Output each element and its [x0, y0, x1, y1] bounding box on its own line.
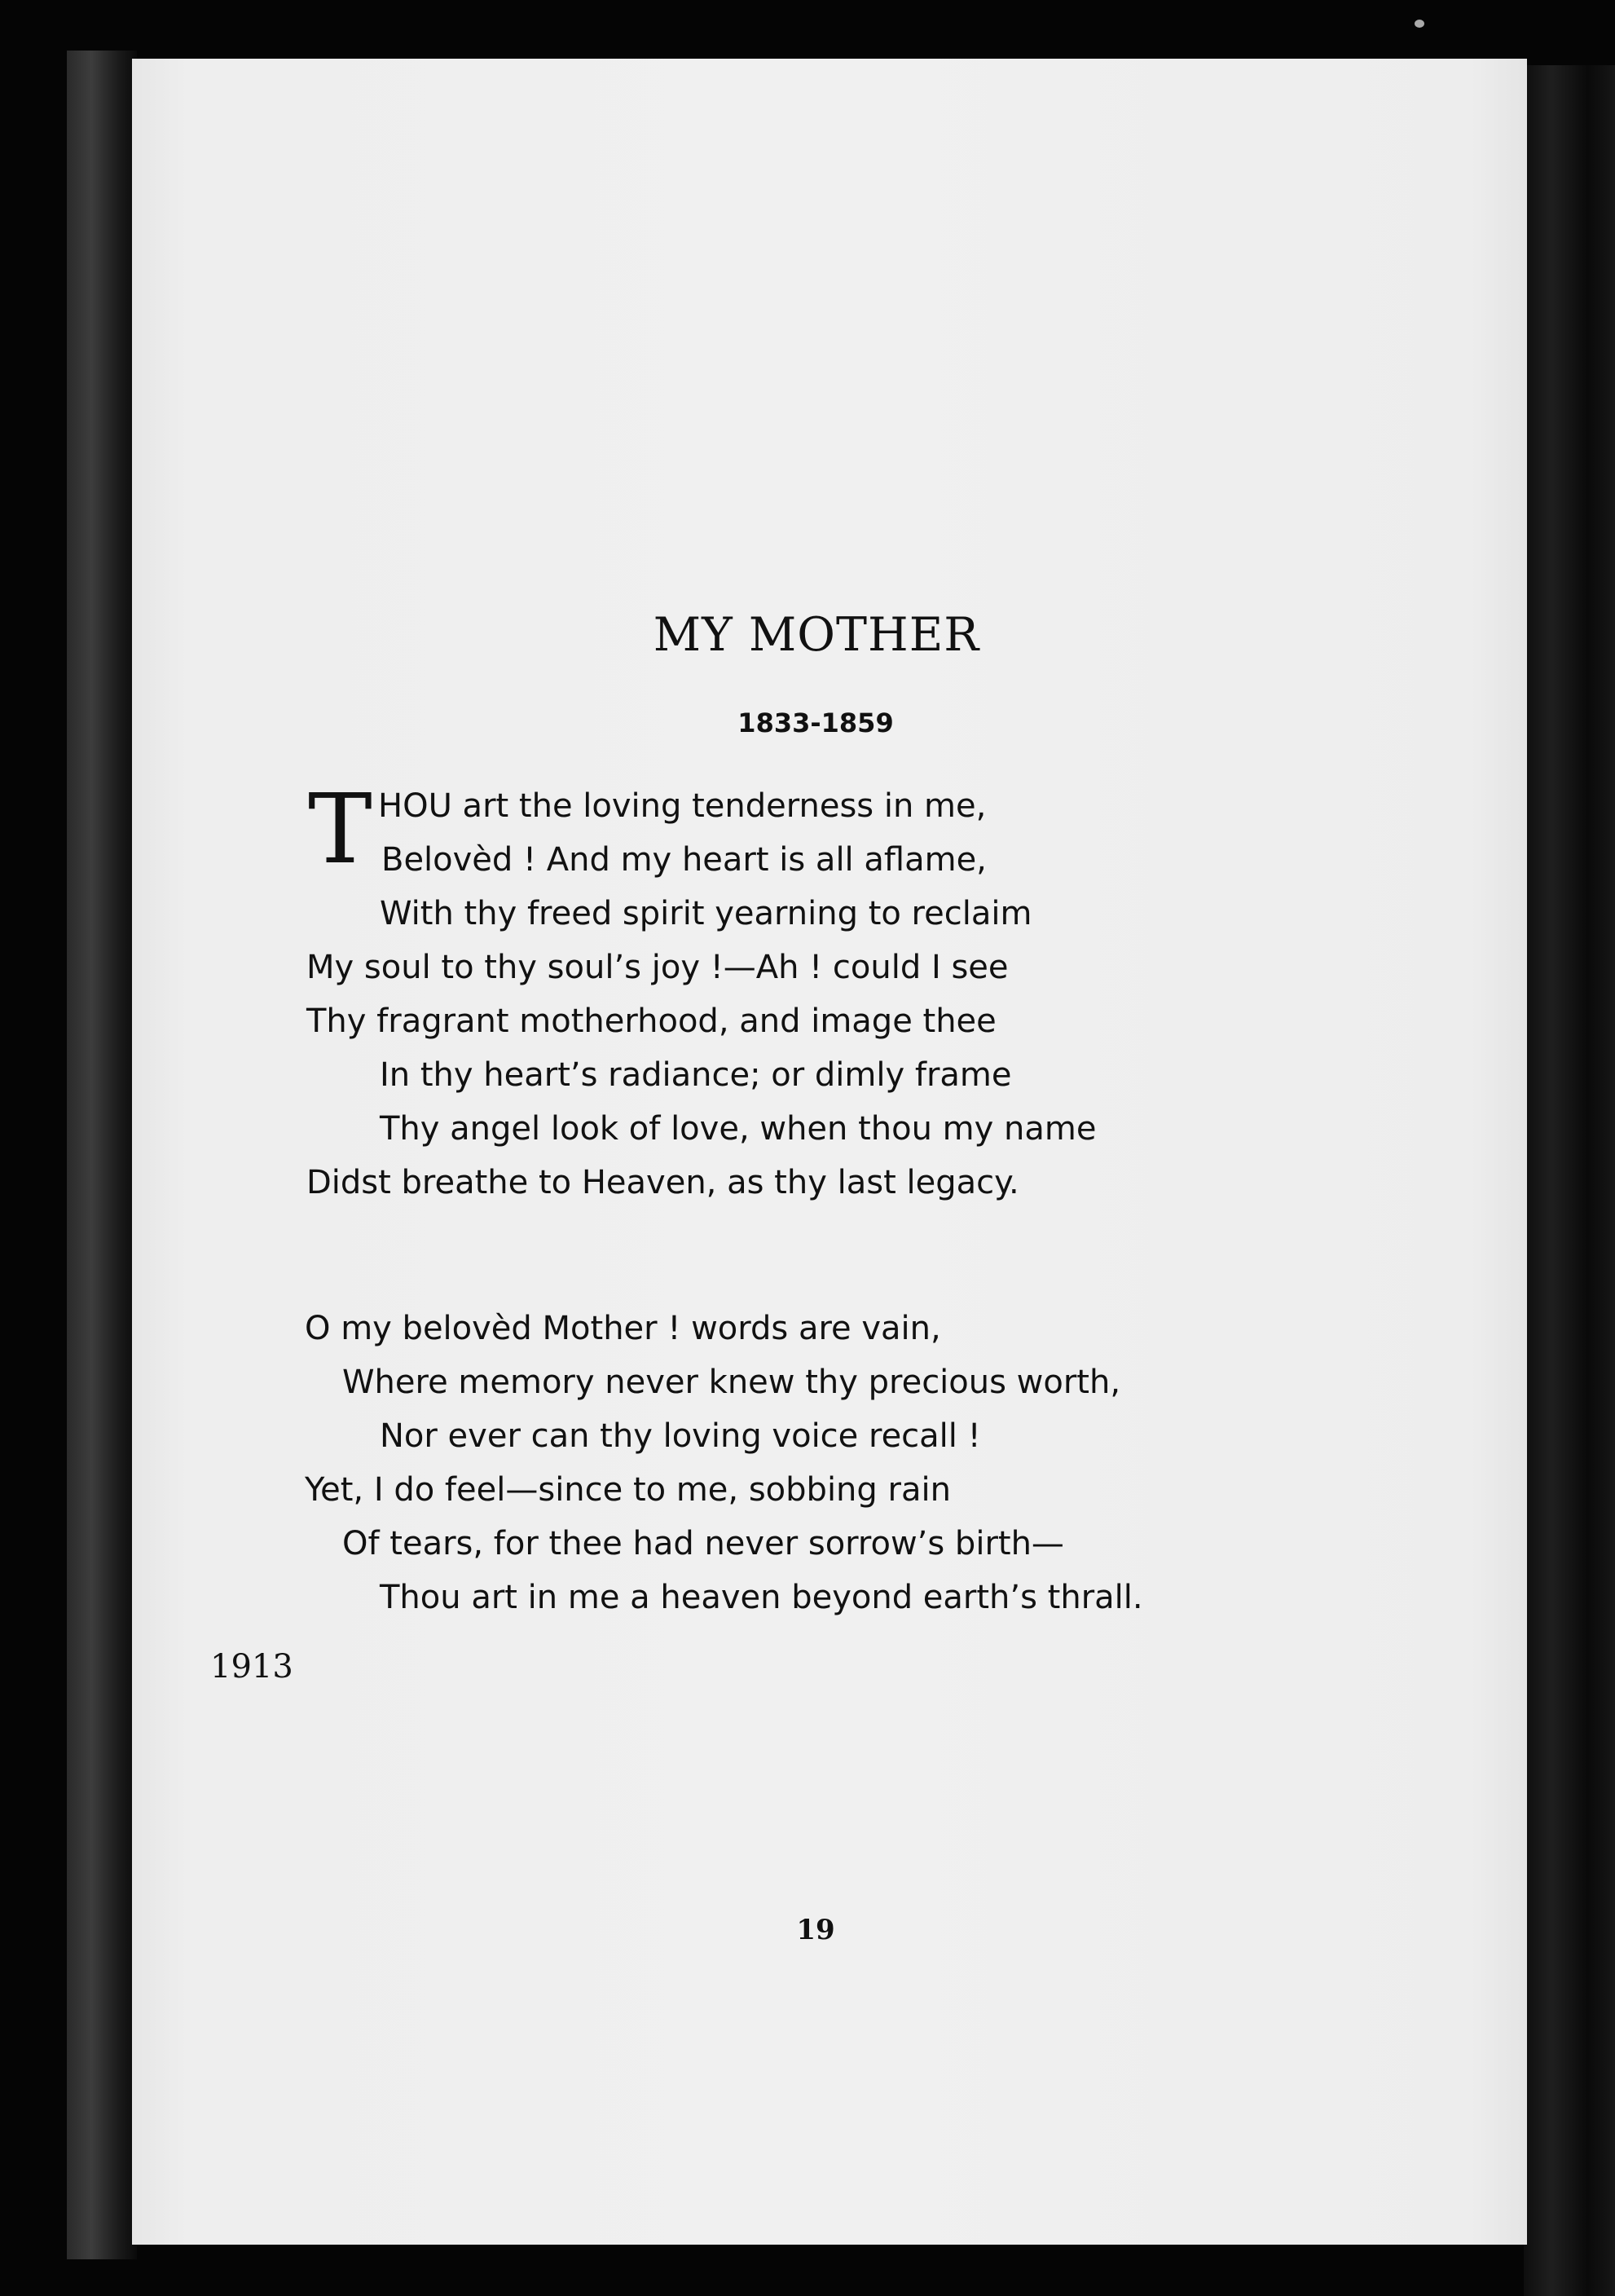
poem-line: With thy freed spirit yearning to reclaim — [380, 895, 1032, 932]
poem-line: Didst breathe to Heaven, as thy last legacy. — [306, 1164, 1019, 1201]
poem-line: Of tears, for thee had never sorrow’s birth— — [342, 1525, 1064, 1562]
poem-line: Thy fragrant motherhood, and image thee — [306, 1003, 997, 1040]
book-right-edge — [1524, 65, 1615, 2296]
poem-line: Thou art in me a heaven beyond earth’s thrall. — [380, 1579, 1143, 1616]
poem-line: My soul to thy soul’s joy !—Ah ! could I see — [306, 949, 1009, 986]
poem-title: MY MOTHER — [653, 608, 980, 662]
poem-dates: 1833-1859 — [737, 707, 894, 738]
poem-line: O my belovèd Mother ! words are vain, — [305, 1310, 941, 1347]
poem-year: 1913 — [210, 1648, 293, 1686]
poem-line: Belovèd ! And my heart is all aflame, — [381, 841, 987, 879]
poem-line: Thy angel look of love, when thou my name — [380, 1110, 1097, 1148]
poem-line: Yet, I do feel—since to me, sobbing rain — [305, 1471, 951, 1509]
scan-speck — [1415, 20, 1424, 28]
poem-line: In thy heart’s radiance; or dimly frame — [380, 1056, 1012, 1094]
page-number: 19 — [796, 1914, 835, 1946]
poem-line: HOU art the loving tenderness in me, — [378, 787, 987, 825]
poem-line: Where memory never knew thy precious worth, — [342, 1364, 1121, 1401]
poem-line: Nor ever can thy loving voice recall ! — [380, 1417, 981, 1455]
drop-cap: T — [308, 773, 372, 885]
